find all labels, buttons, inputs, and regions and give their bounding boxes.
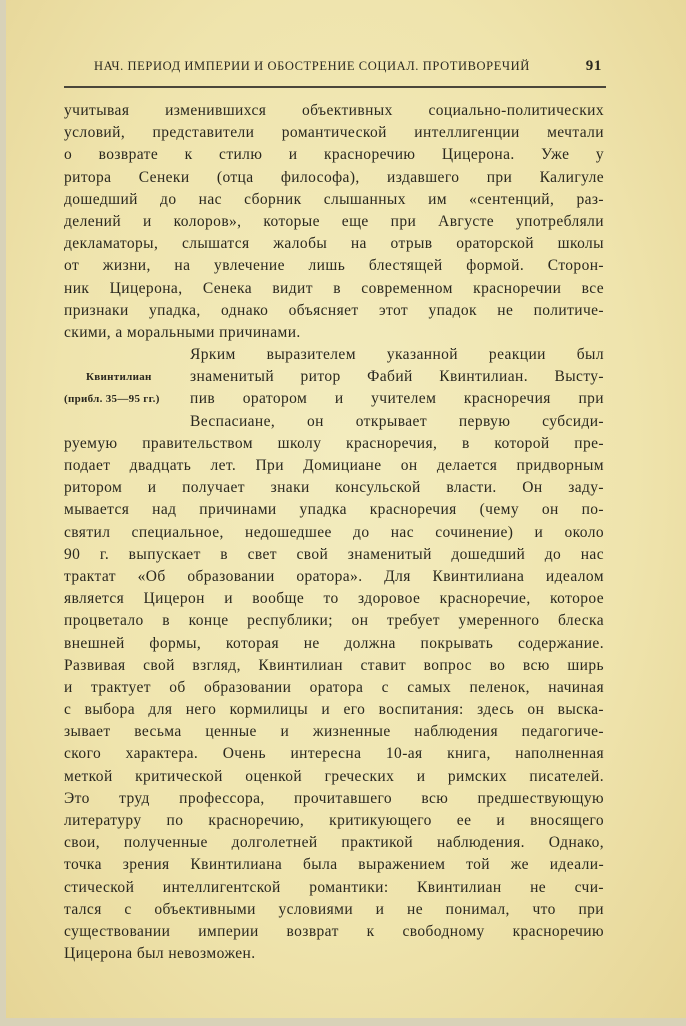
text-line: святил специальное, недошедшее до нас сочинение) и около bbox=[64, 523, 604, 541]
margin-note-name: Квинтилиан bbox=[86, 371, 152, 383]
text-line: знаменитый ритор Фабий Квинтилиан. Высту- bbox=[190, 368, 604, 386]
text-line: и трактует об образовании оратора с самых пеленок, начиная bbox=[64, 678, 604, 696]
text-line: делений и колоров», которые еще при Августе употребляли bbox=[64, 212, 604, 230]
text-line: точка зрения Квинтилиана была выражением той же идеали- bbox=[64, 856, 604, 874]
text-line: внешней формы, которая не должна покрывать содержание. bbox=[64, 634, 604, 652]
running-header bbox=[94, 58, 602, 75]
text-line: условий, представители романтической интеллигенции мечтали bbox=[64, 124, 604, 142]
text-line: скими, а моральными причинами. bbox=[64, 323, 301, 341]
body-text bbox=[64, 100, 604, 965]
text-line: мывается над причинами упадка красноречия (чему он по- bbox=[64, 501, 604, 519]
text-line: трактат «Об образовании оратора». Для Квинтилиана идеалом bbox=[64, 567, 604, 585]
text-line: ник Цицерона, Сенека видит в современном красноречии все bbox=[64, 279, 604, 297]
text-line: существовании империи возврат к свободному красноречию bbox=[64, 922, 604, 940]
text-line: тался с объективными условиями и не понимал, что при bbox=[64, 900, 604, 918]
text-line: свои, полученные долголетней практикой наблюдения. Однако, bbox=[64, 834, 604, 852]
text-line: литературу по красноречию, критикующего ее и вносящего bbox=[64, 812, 604, 829]
page-number: 91 bbox=[585, 58, 602, 74]
book-page bbox=[6, 0, 686, 1018]
text-line: пив оратором и учителем красноречия при bbox=[190, 390, 604, 408]
text-line: стической интеллигентской романтики: Квинтилиан не счи- bbox=[64, 878, 604, 896]
text-line: Цицерона был невозможен. bbox=[64, 945, 256, 963]
text-line: о возврате к стилю и красноречию Цицерона. Уже у bbox=[64, 146, 604, 164]
text-line: ского характера. Очень интересна 10-ая книга, наполненная bbox=[64, 745, 604, 763]
text-line: декламаторы, слышатся жалобы на отрыв ораторской школы bbox=[64, 235, 604, 253]
running-title: НАЧ. ПЕРИОД ИМПЕРИИ И ОБОСТРЕНИЕ СОЦИАЛ. ПРОТИВОРЕЧИЙ bbox=[94, 59, 530, 73]
text-line: с выбора для него кормилицы и его воспитания: здесь он выска- bbox=[64, 701, 604, 719]
text-line: подает двадцать лет. При Домициане он делается придворным bbox=[64, 457, 604, 474]
margin-note-dates: (прибл. 35—95 гг.) bbox=[64, 393, 160, 405]
text-line: руемую правительством школу красноречия, в которой пре- bbox=[64, 434, 604, 452]
text-line: ритора Сенеки (отца философа), издавшего при Калигуле bbox=[64, 168, 604, 186]
text-line: Развивая свой взгляд, Квинтилиан ставит вопрос во всю ширь bbox=[64, 656, 604, 674]
text-line: является Цицерон и вообще то здоровое красноречие, которое bbox=[64, 590, 604, 608]
text-line: признаки упадка, однако объясняет этот упадок не политиче- bbox=[64, 301, 604, 319]
text-line: дошедший до нас сборник слышанных им «сентенций, раз- bbox=[64, 190, 604, 208]
text-line: процветало в конце республики; он требует умеренного блеска bbox=[64, 612, 604, 630]
text-line: 90 г. выпускает в свет свой знаменитый дошедший до нас bbox=[64, 545, 604, 563]
text-line: Это труд профессора, прочитавшего всю предшествующую bbox=[64, 789, 604, 807]
text-line: зывает весьма ценные и жизненные наблюдения педагогиче- bbox=[64, 723, 604, 741]
text-line: Веспасиане, он открывает первую субсиди- bbox=[190, 412, 604, 430]
text-line: Ярким выразителем указанной реакции был bbox=[190, 346, 604, 364]
header-rule bbox=[64, 86, 606, 88]
text-line: от жизни, на увлечение лишь блестящей формой. Сторон- bbox=[64, 257, 604, 275]
text-line: учитывая изменившихся объективных социально-политических bbox=[64, 102, 604, 119]
text-line: ритором и получает знаки консульской власти. Он заду- bbox=[64, 479, 604, 497]
text-line: меткой критической оценкой греческих и римских писателей. bbox=[64, 767, 604, 785]
